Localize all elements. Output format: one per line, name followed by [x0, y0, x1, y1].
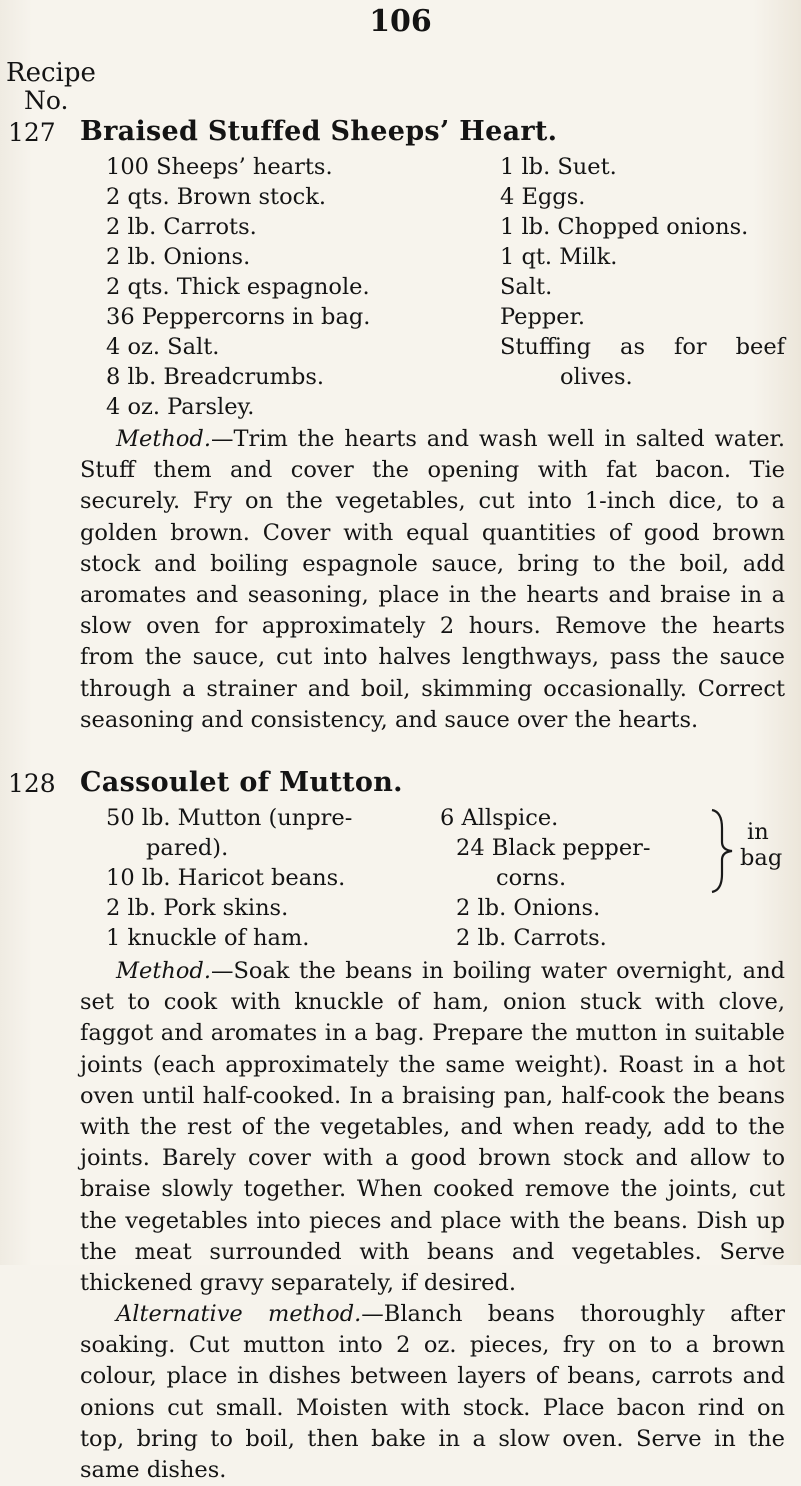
method-label: Method.: [116, 426, 211, 452]
ingredient: pared).: [146, 835, 229, 861]
method-paragraph: [80, 424, 785, 736]
method-text: —Trim the hearts and wash well in salted water. Stuff them and cover the opening with fat bacon. Tie securely. Fry on the vegetables, cut into 1-inch dice, to a golden brown. Cover with equal quantities of good brown stock and boiling espagnole sauce, bring to the boil, add aromates and seasoning, place in the hearts and braise in a slow oven for approximately 2 hours. Remove the hearts from the sauce, cut into halves lengthways, pass the sauce through a strainer and boil, skimming occasionally. Correct seasoning and consistency, and sauce over the hearts.: [80, 426, 785, 733]
recipe-number: 127: [8, 118, 56, 147]
curly-brace-icon: [706, 808, 736, 894]
ingredient: Stuffing as for beef: [500, 334, 785, 360]
ingredient: 2 lb. Onions.: [106, 244, 251, 270]
method-text: —Soak the beans in boiling water overnight, and set to cook with knuckle of ham, onion stuck with clove, faggot and aromates in a bag. Prepare the mutton in suitable joints (each approximately the same weight). Roast in a hot oven until half-cooked. In a braising pan, half-cook the beans with the rest of the vegetables, and when ready, add to the joints. Barely cover with a good brown stock and allow to braise slowly together. When cooked remove the joints, cut the vegetables into pieces and place with the beans. Dish up the meat surrounded with beans and vegetables. Serve thickened gravy separately, if desired.: [80, 958, 785, 1297]
ingredient: Salt.: [500, 274, 553, 300]
ingredient: 4 oz. Parsley.: [106, 394, 255, 420]
recipe-number: 128: [8, 769, 56, 798]
ingredient: 100 Sheeps’ hearts.: [106, 154, 333, 180]
ingredient: 2 lb. Pork skins.: [106, 895, 289, 921]
ingredient: 10 lb. Haricot beans.: [106, 865, 346, 891]
method-label: Method.: [116, 958, 211, 984]
ingredient: olives.: [560, 364, 633, 390]
ingredient: 50 lb. Mutton (unpre-: [106, 805, 353, 831]
bag-note-in: in: [747, 819, 769, 845]
margin-no-label: No.: [24, 86, 69, 115]
ingredient: 2 qts. Thick espagnole.: [106, 274, 370, 300]
ingredient: 1 lb. Suet.: [500, 154, 617, 180]
ingredient: 4 oz. Salt.: [106, 334, 220, 360]
ingredient: 2 qts. Brown stock.: [106, 184, 327, 210]
ingredient: 6 Allspice.: [440, 805, 559, 831]
ingredient: 2 lb. Onions.: [456, 895, 601, 921]
margin-recipe-label: Recipe: [6, 58, 96, 88]
recipe-title: Braised Stuffed Sheeps’ Heart.: [80, 116, 558, 147]
alternative-method-label: Alternative method.: [116, 1301, 362, 1327]
ingredient: 1 qt. Milk.: [500, 244, 618, 270]
ingredient: 1 lb. Chopped onions.: [500, 214, 749, 240]
ingredient: Pepper.: [500, 304, 586, 330]
ingredient: 2 lb. Carrots.: [106, 214, 257, 240]
alternative-method-paragraph: [80, 1299, 785, 1486]
page-number: 106: [369, 4, 432, 39]
recipe-title: Cassoulet of Mutton.: [80, 767, 403, 798]
ingredient: 24 Black pepper-: [456, 835, 651, 861]
ingredient: 4 Eggs.: [500, 184, 586, 210]
ingredient: 2 lb. Carrots.: [456, 925, 607, 951]
ingredient: 1 knuckle of ham.: [106, 925, 310, 951]
method-paragraph: [80, 956, 785, 1299]
ingredient: 36 Peppercorns in bag.: [106, 304, 371, 330]
alternative-method-text: —Blanch beans thoroughly after soaking. Cut mutton into 2 oz. pieces, fry on to a brown colour, place in dishes between layers of beans, carrots and onions cut small. Moisten with stock. Place bacon rind on top, bring to boil, then bake in a slow oven. Serve in the same dishes.: [80, 1301, 785, 1484]
bag-note-bag: bag: [740, 845, 783, 871]
ingredient: 8 lb. Breadcrumbs.: [106, 364, 325, 390]
ingredient: corns.: [496, 865, 567, 891]
